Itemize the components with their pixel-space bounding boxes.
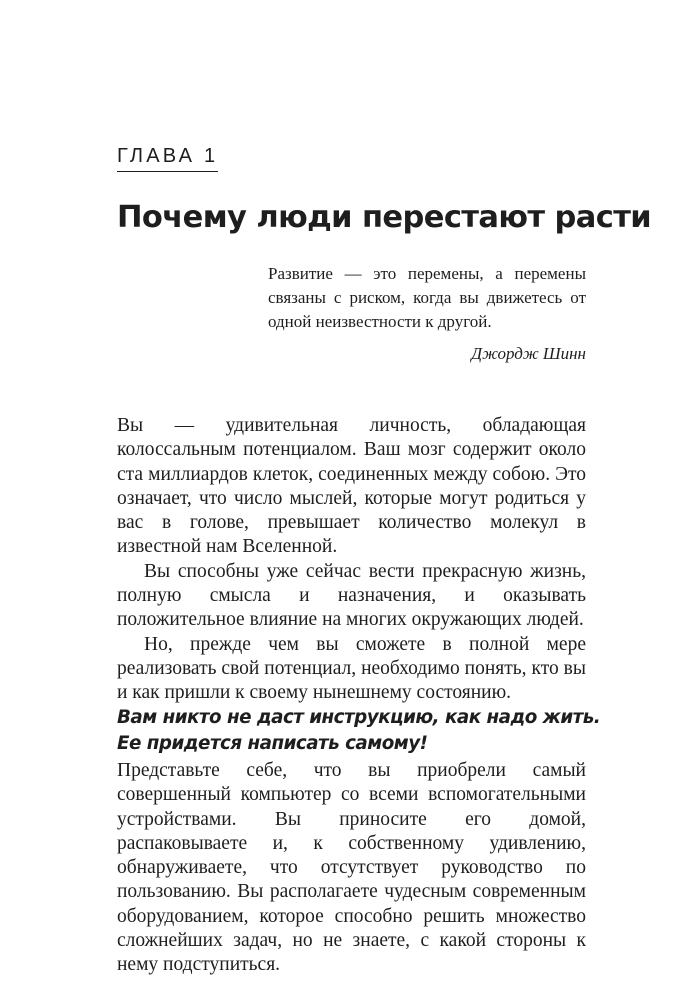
chapter-title: Почему люди перестают расти [117, 200, 652, 235]
section-text [117, 759, 586, 978]
epigraph-text: Развитие — это перемены, а перемены связаны с риском, когда вы движетесь от одной неизвестности к другой. [268, 264, 586, 331]
intro-text [117, 414, 586, 706]
body-paragraph-3: Но, прежде чем вы сможете в полной мере реализовать свой потенциал, необходимо понять, кто вы и как пришли к своему нынешнему состоянию. [117, 633, 586, 704]
chapter-label: ГЛАВА 1 [117, 144, 218, 172]
section-paragraph-1: Представьте себе, что вы приобрели самый совершенный компьютер со всеми вспомогательными устройствами. Вы приносите его домой, распаковываете и, к собственному удивлению, обнаруживаете, что отсутствует руководство по пользованию. Вы располагаете чудесным современным оборудованием, которое способно решить множество сложнейших задач, но не знаете, с какой стороны к нему подступиться. [117, 760, 586, 976]
epigraph [268, 262, 586, 366]
body-paragraph-2: Вы способны уже сейчас вести прекрасную жизнь, полную смысла и назначения, и оказывать положительное влияние на многих окружающих людей. [117, 560, 586, 631]
epigraph-author: Джордж Шинн [471, 344, 586, 363]
body-paragraph-1: Вы — удивительная личность, обладающая колоссальным потенциалом. Ваш мозг содержит около ста миллиардов клеток, соединенных между собою. Это означает, что число мыслей, которые могут родиться у вас в голове, превышает количество молекул в известной нам Вселенной. [117, 415, 586, 558]
section-heading-line-2: Ее придется написать самому! [117, 733, 428, 754]
section-heading [117, 705, 601, 757]
section-heading-line-1: Вам никто не даст инструкцию, как надо жить. [117, 707, 601, 728]
